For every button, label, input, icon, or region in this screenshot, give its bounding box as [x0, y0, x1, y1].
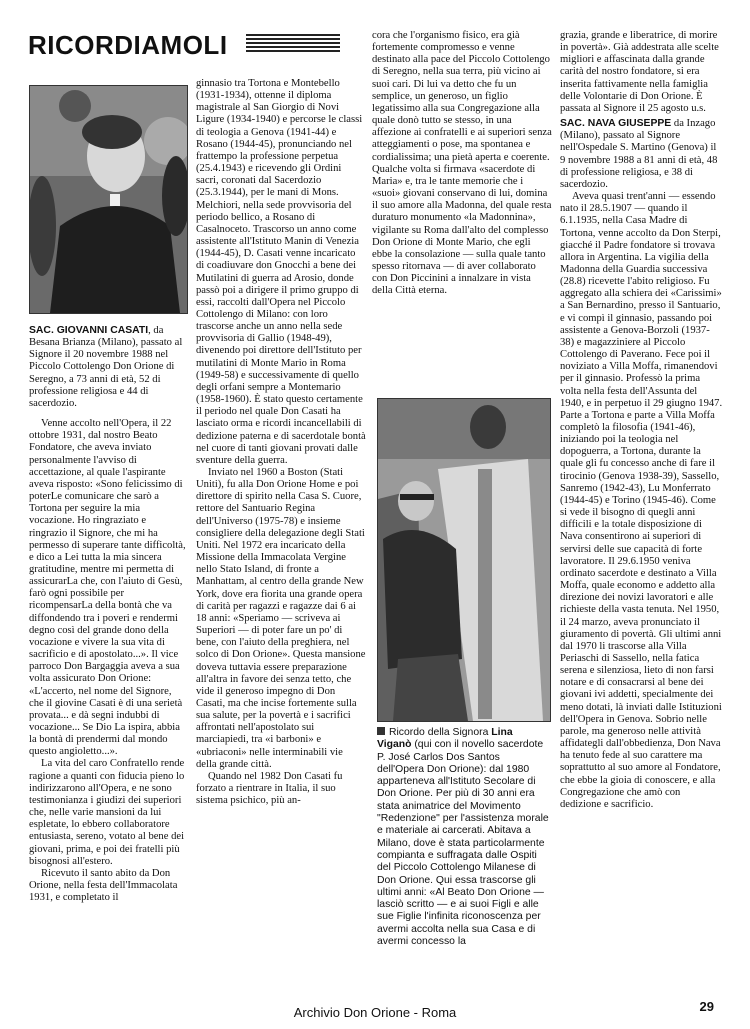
column-3: [372, 30, 552, 390]
archive-footer: Archivio Don Orione - Roma: [293, 1005, 457, 1020]
casati-photo: [29, 85, 188, 314]
column-4: [560, 30, 723, 995]
nava-caption: [560, 118, 723, 191]
vigano-name: Lina Viganò: [377, 727, 513, 751]
paragraph: Aveva quasi trent'anni — essendo nato il 28.5.1907 — quando il 6.1.1935, nella Casa Madre di Tortona, venne accolto da Don Sterpi, giacché il Padre fondatore si trovava allora in Argentina. La vigilia della Madonna della Guardia successiva (28.8) ricevette l'abito religioso. Fu aggregato alla schiera dei «Carissimi» a San Bernardino, presso il Santuario, e vi compì il ginnasio, passando poi assistente a Genova-Borzoli (1937-38) e magazziniere al Piccolo Cottolengo di Paverano. Fece poi il noviziato a Villa Moffa, rimanendovi per il ginnasio. Professò la prima volta nella festa dell'Assunta del 1940, e in perpetuo il 29 giugno 1947. Parte a Tortona e parte a Villa Moffa completò la filosofia (1941-46), iniziando poi la teologia nel dopoguerra, a Tortona, durante la quale gli fu concesso anche di fare il tirocinio (Genova 1938-39), Sassello, Sanremo (1942-43), Lu Monferrato (1944-45) e Torino (1945-46). Come si vede il bisogno di quegli anni difficili e la totale disposizione di Nava consentirono ai superiori di servirsi delle sue capacità di forte lavoratore. Il 29.6.1950 veniva ordinato sacerdote e destinato a Villa Moffa, quale economo e addetto alla direzione dei novizi lavoratori e alle richieste della vasta tenuta. Nel 1950, il 24 marzo, aveva pronunciato il giuramento di povertà. Gli ultimi anni dal 1970 li trascorse alla Villa Periaschi di Sassello, nella fatica serena e silenziosa, lieto di non farsi notare e di consacrarsi al bene dei giovani ivi addetti, specialmente dei meno dotati, là inviati dalle Istituzioni dell'Opera in Genova. Sobrio nelle parole, ma generoso nelle attività affidategli dall'obbedienza, Don Nava ha tenuto fede al suo carattere ma soprattutto al suo amore al Fondatore, che ebbe la gioia di conoscere, e alla Congregazione che amò con dedizione e sacrificio.: [560, 191, 723, 810]
paragraph: cora che l'organismo fisico, era già fortemente compromesso e venne destinato alla pace del Piccolo Cottolengo di Seregno, nella sua terra, più vicino ai suoi cari. Di lui va detto che fu un semplice, un generoso, un figlio legatissimo alla sua Congregazione alla quale donò tutto se stesso, in una affezione ai confratelli e ai superiori senza atteggiamenti o pose, ma spontanea e cordialissima; una pietà aperta e coerente. Qualche volta si firmava «sacerdote di Maria» e, tra le tante memorie che i «suoi» giovani conservano di lui, domina il suo amore alla Madonna, del quale resta duraturo monumento «la Madonnina», vigilante su Roma dall'alto del complesso Don Orione di Monte Mario, che egli ebbe la consolazione — sulla quale tanto spesso ritornava — di aver collaborato con Don Piccinini a innalzare in vista della Città eterna.: [372, 30, 552, 297]
caption-rest: (qui con il novello sacerdote P. José Carlos Dos Santos dell'Opera Don Orione): dal 1980 apparteneva all'Istituto Secolare di Don Orione. Per più di 30 anni era stata animatrice del Movimento "Redenzione" per l'assistenza morale e materiale ai carcerati. Abitava a Milano, dove è stata particolarmente compianta e suffragata dalle Ospiti del Piccolo Cottolengo Milanese di Don Orione. Qui essa trascorse gli ultimi anni: «Al Beato Don Orione — lasciò scritto — e ai suoi Figli e alle sue Figlie l'infinita riconoscenza per avermi accolta nella sua Casa e di avermi concesso la: [377, 739, 549, 948]
casati-caption-text: , da Besana Brianza (Milano), passato al Signore il 20 novembre 1988 nel Piccolo Cottolengo Don Orione di Seregno, a 73 anni di età, 52 di professione religiosa e 44 di sacerdozio.: [29, 325, 183, 409]
title-rule: [246, 34, 340, 56]
page-number: 29: [699, 999, 714, 1014]
casati-caption: [29, 325, 186, 410]
paragraph: Quando nel 1982 Don Casati fu forzato a rientrare in Italia, il suo sistema psichico, più an-: [196, 770, 343, 807]
nava-caption-text: da Inzago (Milano), passato al Signore nell'Ospedale S. Martino (Genova) il 9 novembre 1988 a 81 anni di età, 48 di professione religiosa, e 38 di sacerdozio.: [560, 118, 718, 190]
paragraph: La vita del caro Confratello rende ragione a quanti con fiducia pieno lo indirizzarono all'Opera, e ne sono testimonianza i giudizi dei superiori che, nelle varie mansioni da lui espletate, lo ebbero collaboratore entusiasta, sereno, votato al bene dei giovani, prima, e poi dei fratelli più bisognosi all'estero.: [29, 758, 185, 867]
paragraph: Inviato nel 1960 a Boston (Stati Uniti), fu alla Don Orione Home e poi direttore di spirito nella Casa S. Cuore, rettore del Santuario Regina dell'Universo (1975-78) e insieme consigliere della delegazione degli Stati Uniti. Nel 1972 era incaricato della Missione della Immacolata Vergine nello Stato Island, di fronte a Manhattam, al centro della grande New York, dove era fiorita una grande opera di carità per ragazzi e ragazze dai 6 ai 18 anni: «Speriamo — scriveva ai Superiori — di poter fare un po' di bene, con l'aiuto della preghiera, nel solco di Don Orione». Questa mansione doveva tuttavia essere preparazione all'altra in favore dei senza tetto, che vide il generoso impegno di Don Casati, ma che incise fortemente sulla sua salute, per la povertà e i sacrifici affrontati nell'apostolato sui marciapiedi, tra «i barboni» e «ubriaconi» nelle interminabili vie della grande città.: [196, 467, 366, 770]
column-2: [196, 78, 366, 995]
vigano-caption: [377, 727, 549, 948]
nava-name: SAC. NAVA GIUSEPPE: [560, 118, 672, 130]
column-1: [29, 325, 186, 995]
square-bullet-icon: [377, 727, 385, 735]
casati-name: SAC. GIOVANNI CASATI: [29, 325, 149, 336]
paragraph: Ricevuto il santo abito da Don Orione, nella festa dell'Immacolata 1931, e completato il: [29, 867, 178, 904]
caption-lead: Ricordo della Signora: [389, 727, 492, 738]
vigano-photo: [377, 398, 551, 722]
page-title: RICORDIAMOLI: [28, 30, 228, 60]
paragraph: ginnasio tra Tortona e Montebello (1931-1934), ottenne il diploma magistrale al San Giorgio di Novi Ligure (1934-1940) e percorse le classi di teologia a Genova (1941-44) e Rosano (1944-45), pronunciando nel frattempo la professione perpetua (25.4.1943) e ricevendo gli Ordini sacri, coronati dal Sacerdozio (25.3.1944), per le mani di Mons. Melchiori, nella sede provvisoria del periodo bellico, a Rosano di Casalnoceto. Trascorso un anno come assistente all'Istituto Manin di Venezia (1944-45), D. Casati venne incaricato di coadiuvare don Gnocchi a bene dei Mutilatini di guerra ad Arosio, donde passò poi a dirigere il primo gruppo di essi, raccolti dall'Opera nel Piccolo Cottolengo di Milano: con loro trascorse anche un anno nella sede provvisoria di Gallio (1948-49), divenendo poi direttore dell'Istituto per mutilatini di Monte Mario in Roma (1949-58) e successivamente di quello degli orfani sempre a Montemario (1958-1960). È stato questo certamente il periodo nel quale Don Casati ha lasciato orma e ricordi incancellabili di dedizione paterna e di sacerdotale bontà nel cuore di tanti giovani provati dalle sventure della guerra.: [196, 78, 366, 466]
paragraph: grazia, grande e liberatrice, di morire in povertà». Già addestrata alle scelte migliori e affascinata dalla grande carità del nostro fondatore, si era inserita fattivamente nella famiglia delle Volontarie di Don Orione. È passata al Signore il 25 agosto u.s.: [560, 30, 719, 114]
paragraph: Venne accolto nell'Opera, il 22 ottobre 1931, dal nostro Beato Fondatore, che aveva inviato personalmente l'avviso di accettazione, al quale l'aspirante aveva risposto: «Sono felicissimo di poterLe comunicare che sarò a Tortona per seguire la mia vocazione. Ho ringraziato e ringrazio il Signore, che mi ha permesso di superare tante difficoltà, e dico a Lei tutta la mia sincera gratitudine, mentre mi permetta di assicurarLa che, con l'aiuto di Gesù, farò ogni possibile per ricompensarLa della bontà che va diffondendo tra i poveri e rendermi degno così del grande dono della vocazione e vivere la sua vita di sacrificio e di apostolato...». Il vice parroco Don Bargaggia aveva a sua volta assicurato Don Orione: «L'accerto, nel nome del Signore, che il giovine Casati è di una serietà provata... e dà segni indubbi di vocazione... Se Dio La ispira, abbia la bontà di prendermi dal mondo questo angioletto...».: [29, 418, 186, 758]
